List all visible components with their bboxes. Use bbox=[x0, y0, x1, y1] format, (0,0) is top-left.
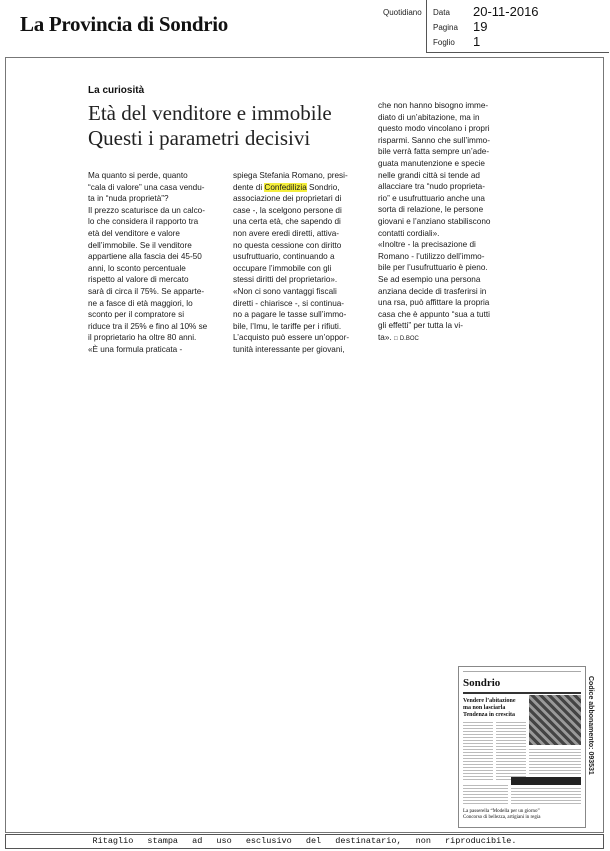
text-line: tunità interessante per giovani, bbox=[233, 344, 345, 354]
pagina-value: 19 bbox=[473, 19, 488, 34]
end-mark-icon: □ bbox=[393, 335, 398, 342]
thumbnail-text-block bbox=[463, 722, 493, 782]
headline-line: Questi i parametri decisivi bbox=[88, 126, 311, 150]
text-line: case -, la scelgono persone di bbox=[233, 205, 342, 215]
article-column-1 bbox=[88, 170, 228, 356]
thumbnail-text-block bbox=[511, 788, 581, 806]
foglio-value: 1 bbox=[473, 34, 481, 49]
text-line: L’acquisto può essere un’oppor- bbox=[233, 333, 350, 343]
text-line: sorta di relazione, le persone bbox=[378, 205, 484, 215]
text-line: rispetto al valore di mercato bbox=[88, 275, 189, 285]
text-line: diato di un’abitazione, ma in bbox=[378, 112, 480, 122]
article-kicker: La curiosità bbox=[88, 85, 145, 96]
pagina-label: Pagina bbox=[433, 23, 458, 32]
text-line: una certa età, che sapendo di bbox=[233, 217, 341, 227]
foglio-label: Foglio bbox=[433, 38, 455, 47]
text-line: bile, l’Imu, le tariffe per i rifiuti. bbox=[233, 321, 342, 331]
text-line: Se ad esempio una persona bbox=[378, 274, 481, 284]
text-line: sarà di circa il 75%. Se apparte- bbox=[88, 286, 205, 296]
text-line: ne a fasce di età maggiori, lo bbox=[88, 298, 193, 308]
text-line: questo modo vincolano i propri bbox=[378, 124, 490, 134]
thumbnail-headline-line: Vendere l’abitazione bbox=[463, 698, 516, 704]
text-line: guata manutenzione e specie bbox=[378, 158, 485, 168]
thumbnail-photo bbox=[529, 695, 581, 745]
text-fragment: ta». bbox=[378, 332, 394, 342]
article-column-3 bbox=[378, 100, 518, 345]
text-fragment: dente di bbox=[233, 182, 265, 192]
text-line: allacciare tra “nudo proprieta- bbox=[378, 182, 485, 192]
text-line: usufruttuario, continuando a bbox=[233, 252, 335, 262]
thumbnail-top-rule bbox=[463, 671, 581, 672]
thumbnail-footer-line: La passerella “Modella per un giorno” bbox=[463, 809, 540, 814]
thumbnail-text-block bbox=[496, 722, 526, 782]
data-value: 20-11-2016 bbox=[473, 4, 539, 19]
text-line: Ma quanto si perde, quanto bbox=[88, 171, 188, 180]
thumbnail-headline bbox=[463, 698, 527, 719]
text-line: gli effetti” per tutta la vi- bbox=[378, 321, 463, 331]
text-line: diretti - chiarisce -, si continua- bbox=[233, 298, 345, 308]
text-line: età del venditore e valore bbox=[88, 228, 180, 238]
text-line: «È una formula praticata - bbox=[88, 344, 183, 354]
article-headline bbox=[88, 101, 378, 151]
text-line: nelle grandi città si tende ad bbox=[378, 170, 480, 180]
text-line: «Inoltre - la precisazione di bbox=[378, 240, 476, 250]
masthead: La Provincia di Sondrio bbox=[20, 12, 229, 36]
text-line: giovani e l’anziano stabiliscono bbox=[378, 216, 491, 226]
text-line: appartiene alla fascia dei 45-50 bbox=[88, 252, 202, 262]
text-line: no questa cessione con diritto bbox=[233, 240, 342, 250]
author-signature: D.BOC bbox=[399, 335, 419, 342]
column-3-text bbox=[378, 100, 518, 345]
text-line: associazione dei proprietari di bbox=[233, 194, 342, 204]
text-fragment: Sondrio, bbox=[306, 182, 340, 192]
thumbnail-rule bbox=[463, 692, 581, 694]
text-line: il proprietario ha oltre 80 anni. bbox=[88, 333, 197, 343]
text-line: ta in “nuda proprietà”? bbox=[88, 194, 169, 204]
text-line: casa che è appunto “sua a tutti bbox=[378, 309, 490, 319]
thumbnail-headline-line: ma non lasciarla bbox=[463, 705, 506, 711]
column-1-text bbox=[88, 170, 228, 356]
confedilizia-highlight: Confedilizia bbox=[264, 182, 307, 192]
text-line: stessi diritti del proprietario». bbox=[233, 275, 338, 285]
text-line bbox=[233, 182, 373, 194]
text-line: non avere eredi diretti, attiva- bbox=[233, 228, 340, 238]
text-line: dell’immobile. Se il venditore bbox=[88, 240, 192, 250]
subscription-code: Codice abbonamento: 093531 bbox=[587, 676, 594, 775]
text-line: occupare l’immobile con gli bbox=[233, 263, 332, 273]
text-line: spiega Stefania Romano, presi- bbox=[233, 171, 348, 180]
data-label: Data bbox=[433, 8, 450, 17]
text-line: lo che considera il rapporto tra bbox=[88, 217, 199, 227]
text-line: che non hanno bisogno imme- bbox=[378, 101, 489, 110]
thumbnail-title: Sondrio bbox=[463, 677, 501, 689]
text-line: anziana decide di trasferirsi in bbox=[378, 286, 487, 296]
article-column-2 bbox=[233, 170, 373, 356]
text-line: sconto per il compratore si bbox=[88, 310, 185, 320]
thumbnail-headline-line: Tendenza in crescita bbox=[463, 712, 515, 718]
text-line: Il prezzo scaturisce da un calco- bbox=[88, 205, 205, 215]
text-line: riduce tra il 25% e fino al 10% se bbox=[88, 321, 208, 331]
thumbnail-text-block bbox=[463, 785, 508, 806]
text-line: contatti cordiali». bbox=[378, 228, 440, 238]
thumbnail-dark-box bbox=[511, 777, 581, 785]
text-line: rio” e usufruttuario anche una bbox=[378, 193, 485, 203]
text-line: risparmi. Sanno che sull’immo- bbox=[378, 135, 490, 145]
thumbnail-footer-headline bbox=[463, 809, 581, 821]
text-line: no a pagare le tasse sull’immo- bbox=[233, 310, 347, 320]
reproduction-notice: Ritaglio stampa ad uso esclusivo del destinatario, non riproducibile. bbox=[5, 834, 604, 849]
text-line bbox=[378, 332, 518, 346]
text-line: bile per l’usufruttuario è pieno. bbox=[378, 263, 488, 273]
text-line: Romano - l’utilizzo dell’immo- bbox=[378, 251, 485, 261]
text-line: «Non ci sono vantaggi fiscali bbox=[233, 286, 337, 296]
thumbnail-text-block bbox=[529, 749, 581, 775]
meta-box bbox=[426, 0, 609, 53]
text-line: anni, lo sconto percentuale bbox=[88, 263, 186, 273]
text-line: una rsa, può affittare la propria bbox=[378, 298, 490, 308]
text-line: “cala di valore” una casa vendu- bbox=[88, 182, 205, 192]
thumbnail-footer-line: Concorso di bellezza, artigiani in regia bbox=[463, 815, 541, 820]
column-2-text bbox=[233, 170, 373, 356]
publication-type: Quotidiano bbox=[383, 8, 422, 17]
text-line: bile verrà fatta sempre un’ade- bbox=[378, 147, 490, 157]
page-thumbnail bbox=[458, 666, 586, 828]
headline-line: Età del venditore e immobile bbox=[88, 101, 332, 125]
